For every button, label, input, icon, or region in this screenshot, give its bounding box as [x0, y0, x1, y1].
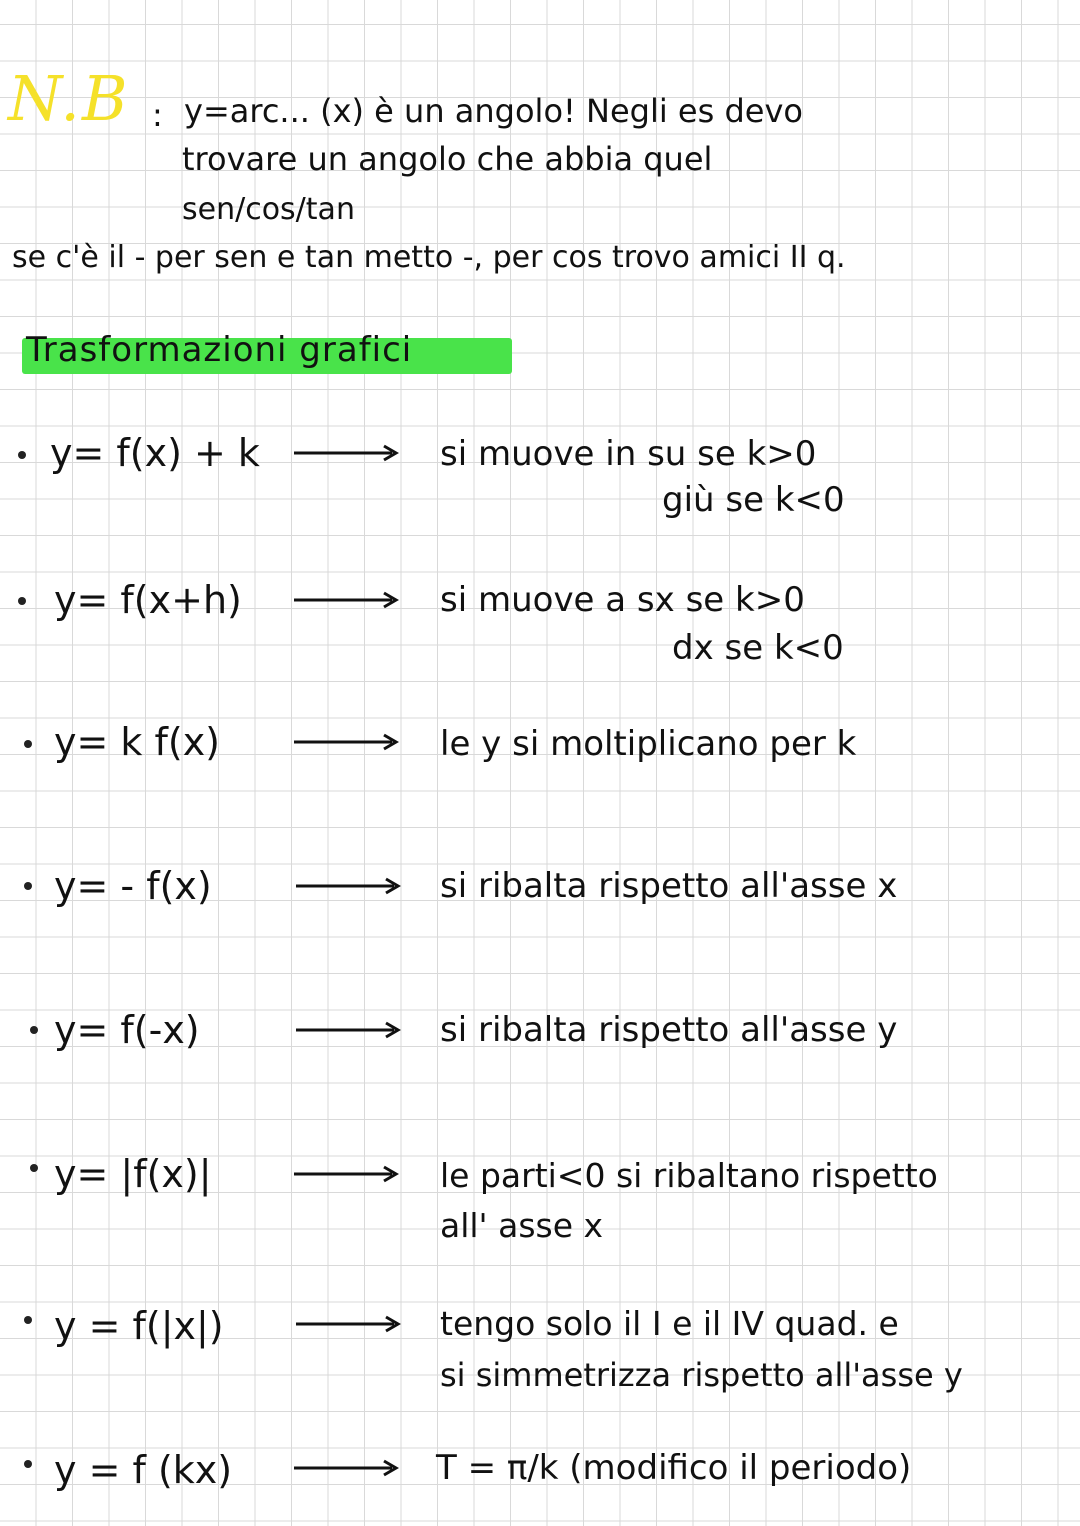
rule-desc-line: T = π/k (modifico il periodo) — [436, 1448, 912, 1488]
rule-desc-line: si simmetrizza rispetto all'asse y — [440, 1356, 963, 1394]
section-title: Trasformazioni grafici — [26, 330, 413, 370]
rule-formula: y= k f(x) — [54, 720, 221, 764]
arrow-right-icon — [292, 443, 400, 463]
bullet — [30, 1026, 38, 1034]
arrow-right-icon — [292, 1164, 400, 1184]
rule-desc-line: tengo solo il I e il IV quad. e — [440, 1304, 899, 1343]
rule-desc-line: si ribalta rispetto all'asse y — [440, 1010, 898, 1050]
note-line-4: se c'è il - per sen e tan metto -, per cos trovo amici II q. — [12, 240, 846, 275]
arrow-right-icon — [292, 590, 400, 610]
bullet — [30, 1164, 38, 1172]
rule-formula: y = f (kx) — [54, 1448, 233, 1492]
rule-desc-line: all' asse x — [440, 1206, 604, 1245]
rule-desc-line: si muove a sx se k>0 — [440, 580, 805, 620]
rule-formula: y= f(-x) — [54, 1008, 200, 1052]
rule-formula: y= |f(x)| — [54, 1152, 212, 1196]
rule-desc-line: dx se k<0 — [672, 628, 844, 668]
note-colon: : — [152, 96, 163, 134]
bullet — [24, 1460, 32, 1468]
rule-desc-line: le y si moltiplicano per k — [440, 724, 857, 764]
rule-formula: y = f(|x|) — [54, 1304, 224, 1348]
bullet — [24, 740, 32, 748]
rule-formula: y= f(x+h) — [54, 578, 242, 622]
rule-desc-line: giù se k<0 — [662, 480, 845, 520]
section-title-block — [22, 330, 416, 372]
rule-formula: y= f(x) + k — [50, 431, 260, 475]
arrow-right-icon — [294, 876, 402, 896]
note-line-1: y=arc... (x) è un angolo! Negli es devo — [184, 92, 803, 130]
nb-label: N.B — [8, 62, 130, 135]
rule-desc-line: le parti<0 si ribaltano rispetto — [440, 1156, 938, 1195]
arrow-right-icon — [292, 1458, 400, 1478]
note-line-3: sen/cos/tan — [182, 192, 355, 227]
arrow-right-icon — [294, 1020, 402, 1040]
bullet — [18, 597, 26, 605]
bullet — [24, 882, 32, 890]
note-line-2: trovare un angolo che abbia quel — [182, 140, 713, 178]
bullet — [18, 451, 26, 459]
rule-formula: y= - f(x) — [54, 864, 212, 908]
rule-desc-line: si ribalta rispetto all'asse x — [440, 866, 898, 906]
arrow-right-icon — [292, 732, 400, 752]
arrow-right-icon — [294, 1314, 402, 1334]
rule-desc-line: si muove in su se k>0 — [440, 434, 817, 474]
bullet — [24, 1316, 32, 1324]
